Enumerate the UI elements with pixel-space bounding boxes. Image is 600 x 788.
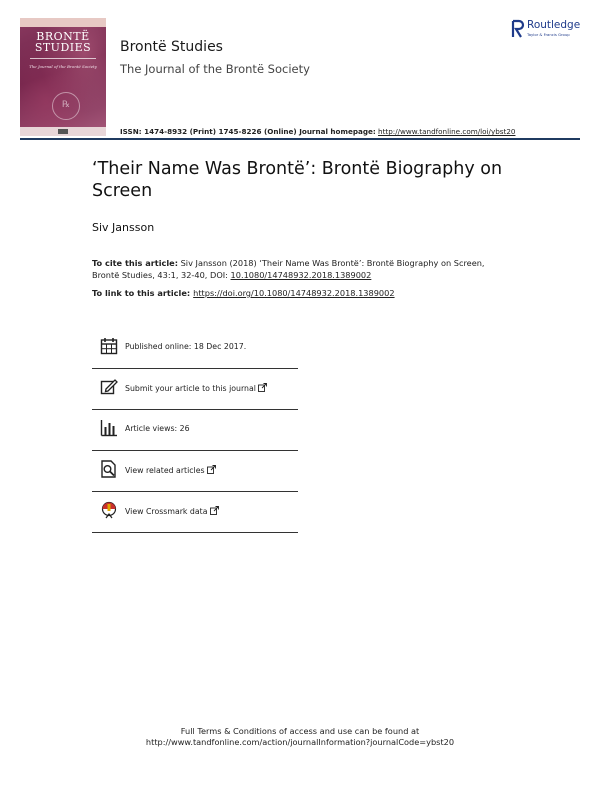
citation-block xyxy=(92,258,512,281)
related-articles-link[interactable]: View related articles xyxy=(125,465,216,475)
info-item-views xyxy=(92,410,298,451)
cover-publisher-logo xyxy=(58,129,68,134)
publisher-name: Routledge xyxy=(527,19,581,31)
published-date: Published online: 18 Dec 2017. xyxy=(125,342,247,351)
issn-line xyxy=(120,127,515,136)
external-link-icon xyxy=(207,465,216,474)
journal-cover-image xyxy=(20,18,106,136)
search-document-icon xyxy=(100,460,118,478)
cite-label: To cite this article: xyxy=(92,258,178,268)
info-item-related[interactable] xyxy=(92,451,298,492)
journal-homepage-link[interactable]: http://www.tandfonline.com/loi/ybst20 xyxy=(378,127,516,136)
footer-url[interactable]: http://www.tandfonline.com/action/journalInformation?journalCode=ybst20 xyxy=(145,737,455,747)
external-link-icon xyxy=(210,506,219,515)
article-author: Siv Jansson xyxy=(92,221,155,234)
bar-chart-icon xyxy=(100,419,118,437)
info-item-submit[interactable] xyxy=(92,369,298,410)
cover-subtitle: The Journal of the Brontë Society xyxy=(29,64,97,69)
footer-terms xyxy=(0,726,600,748)
publisher-tagline: Taylor & Francis Group xyxy=(527,32,570,37)
journal-subtitle: The Journal of the Brontë Society xyxy=(120,62,310,76)
publisher-logo xyxy=(511,19,583,41)
cover-seal: ℞ xyxy=(52,92,80,120)
submit-article-link[interactable]: Submit your article to this journal xyxy=(125,383,267,393)
routledge-r-icon xyxy=(511,19,525,39)
cover-title: BRONTË STUDIES xyxy=(34,30,92,54)
issn-text: ISSN: 1474-8932 (Print) 1745-8226 (Online) Journal homepage: xyxy=(120,127,376,136)
calendar-icon xyxy=(100,337,118,355)
info-item-crossmark[interactable] xyxy=(92,492,298,533)
article-info-list xyxy=(92,328,298,533)
crossmark-icon xyxy=(100,501,118,519)
article-title: ‘Their Name Was Brontë’: Brontë Biography on Screen xyxy=(92,159,503,201)
crossmark-link[interactable]: View Crossmark data xyxy=(125,506,219,516)
journal-title[interactable]: Brontë Studies xyxy=(120,39,223,55)
external-link-icon xyxy=(258,383,267,392)
article-doi-url[interactable]: https://doi.org/10.1080/14748932.2018.1389002 xyxy=(193,288,395,298)
info-item-published xyxy=(92,328,298,369)
link-label: To link to this article: xyxy=(92,288,191,298)
doi-link[interactable]: 10.1080/14748932.2018.1389002 xyxy=(230,269,372,280)
footer-line-1: Full Terms & Conditions of access and use can be found at xyxy=(180,726,420,736)
cite-text: Siv Jansson (2018) ‘Their Name Was Brontë’: Brontë Biography on Screen, Brontë Studies, 43:1, 32-40, DOI: xyxy=(92,258,485,280)
header-divider xyxy=(20,138,580,140)
article-link-line xyxy=(92,288,395,298)
edit-icon xyxy=(100,378,118,396)
article-views: Article views: 26 xyxy=(125,424,190,433)
